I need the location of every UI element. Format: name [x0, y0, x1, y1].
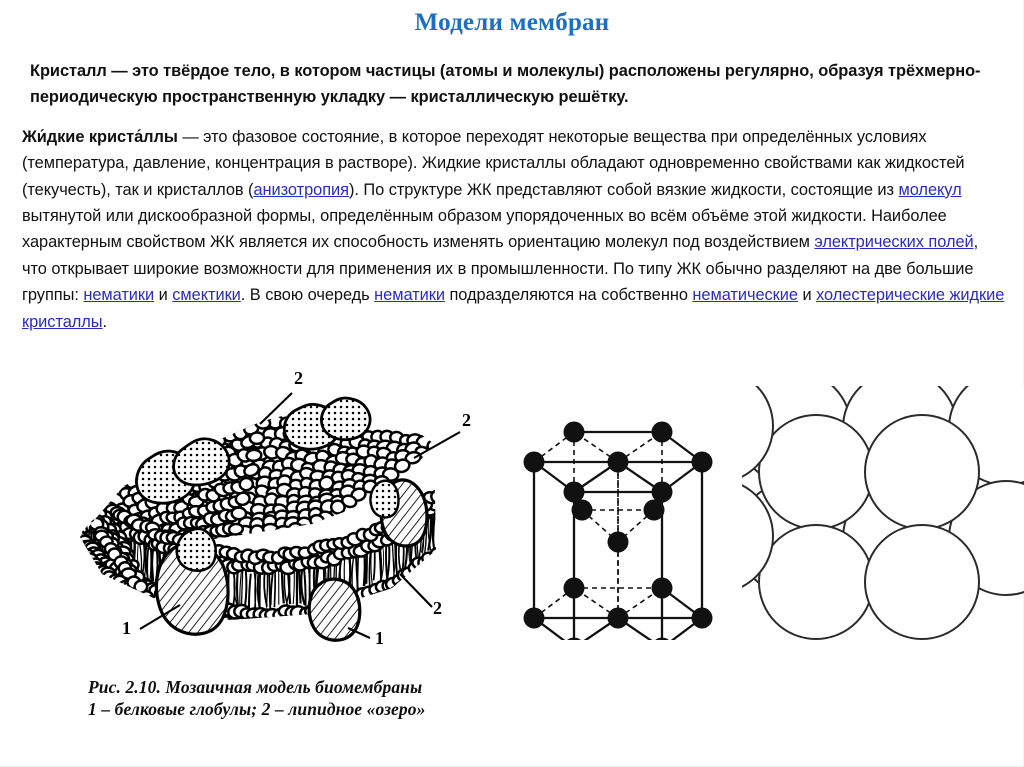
paragraph-liquid-crystals — [22, 124, 1007, 335]
figure-caption — [88, 676, 548, 720]
link-nematic-type[interactable]: нематические — [692, 286, 798, 305]
figure-caption-line-2: 1 – белковые глобулы; 2 – липидное «озеро» — [88, 699, 426, 719]
link-smectics[interactable]: смектики — [172, 286, 241, 305]
term-liquid-crystals: Жи́дкие криста́ллы — [22, 127, 178, 146]
membrane-callout-2b: 2 — [462, 410, 471, 430]
paragraph-crystal-definition — [22, 58, 1007, 111]
link-nematics-2[interactable]: нематики — [374, 286, 445, 305]
lc-segment-4: , что открывает широкие возможности для применения их в промышленности. По типу ЖК обычно разделяют на две большие группы: — [22, 233, 979, 305]
membrane-callout-2a: 2 — [294, 368, 303, 388]
body-text-block — [22, 58, 1007, 335]
page-title: Модели мембран — [414, 9, 610, 36]
membrane-callout-2c: 2 — [433, 598, 442, 618]
close-packed-spheres-diagram — [742, 386, 1024, 648]
lc-segment-7: подразделяются на собственно — [444, 286, 693, 305]
link-cholesteric-liquid-crystals[interactable]: холестерические жидкие кристаллы — [22, 286, 1005, 331]
lc-segment-9: . — [102, 312, 108, 331]
term-crystal: Кристалл — [30, 62, 107, 80]
link-electric-fields[interactable]: электрических полей — [814, 233, 974, 252]
lc-segment-5: и — [154, 286, 173, 305]
lc-segment-1: — это фазовое состояние, в которое переходят некоторые вещества при определённых условиях (температура, давление, концентрация в растворе). Жидкие кристаллы обладают одновременно свойствами как жидкостей (текучесть), так и кристаллов ( — [22, 127, 965, 199]
crystal-lattice-diagram — [512, 410, 727, 640]
lattice-svg — [512, 410, 727, 640]
membrane-svg — [62, 362, 482, 652]
paragraph-crystal-text: — это твёрдое тело, в котором частицы (атомы и молекулы) расположены регулярно, образуя трёхмерно-периодическую пространственную укладку — кристаллическую решётку. — [30, 62, 981, 107]
membrane-mosaic-diagram — [62, 362, 482, 652]
link-anisotropy[interactable]: анизотропия — [253, 180, 349, 199]
figure-caption-line-1: Рис. 2.10. Мозаичная модель биомембраны — [88, 677, 423, 697]
spheres-svg — [742, 386, 1024, 648]
membrane-callout-1b: 1 — [375, 628, 384, 648]
membrane-callout-1a: 1 — [122, 618, 131, 638]
figure-row — [0, 352, 1024, 652]
lc-segment-2: ). По структуре ЖК представляют собой вязкие жидкости, состоящие из — [348, 180, 899, 199]
lc-segment-8: и — [797, 286, 817, 305]
lc-segment-3: вытянутой или дискообразной формы, определённым образом упорядоченных во всём объёме этой жидкости. Наиболее характерным свойством ЖК является их способность изменять ориентацию молекул под воздействием — [22, 207, 947, 252]
lc-segment-6: . В свою очередь — [240, 286, 375, 305]
link-nematics-1[interactable]: нематики — [83, 286, 155, 305]
link-molecules[interactable]: молекул — [898, 180, 962, 199]
